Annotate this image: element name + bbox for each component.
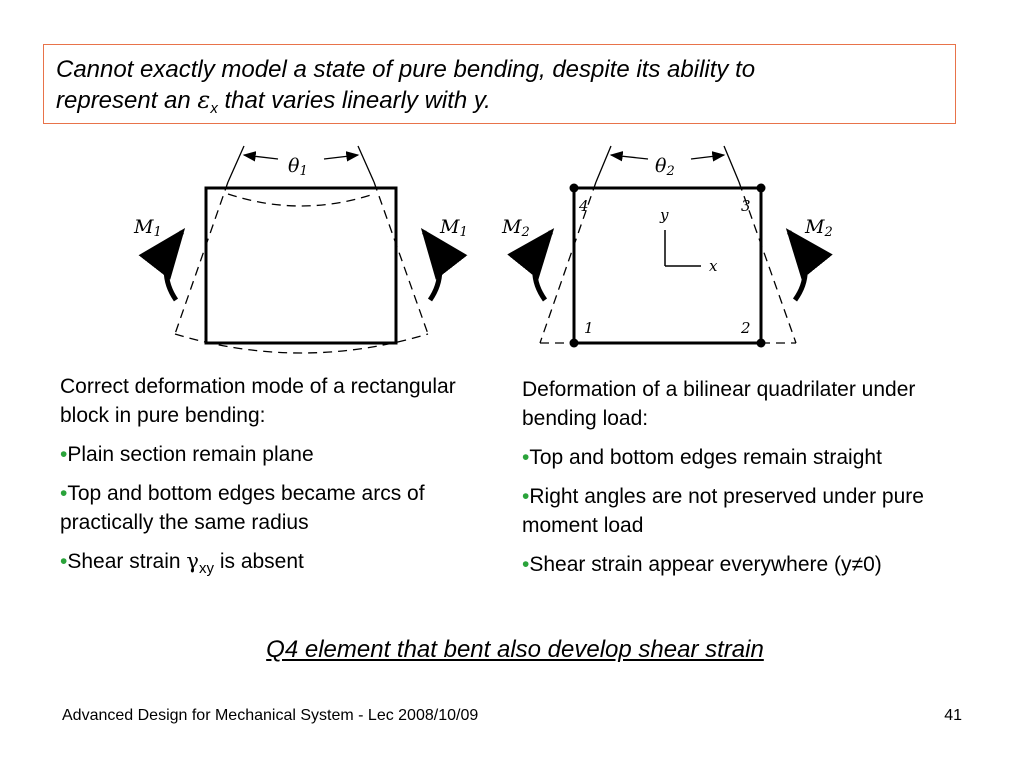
footer-course-title: Advanced Design for Mechanical System - Lec 2008/10/09 (62, 707, 479, 724)
undeformed-block (206, 188, 396, 343)
moment-2-right-label: M2 (805, 216, 833, 240)
bilinear-quad-figure (495, 140, 845, 370)
bullet-icon: • (522, 485, 530, 508)
deformed-top-arc (228, 194, 374, 206)
theta-1-arrow-left (244, 155, 278, 159)
node-label-1: 1 (584, 319, 594, 337)
callout-box (43, 44, 956, 124)
node-3-dot (757, 184, 766, 193)
left-bullet-3: •Shear strain $\gamma_{xy}$ is absent (60, 549, 304, 577)
node-2-dot (757, 339, 766, 348)
left-text-column (60, 372, 480, 593)
moment-2-right-arrow (789, 232, 805, 300)
bullet-icon: • (60, 482, 68, 505)
moment-2-left-arrow (535, 232, 551, 300)
node-label-3: 3 (741, 197, 751, 215)
bullet-icon: • (522, 446, 530, 469)
left-bullet-2: •Top and bottom edges became arcs of practically the same radius (60, 482, 425, 534)
deformed-left-side (175, 182, 228, 334)
gamma-symbol: γ (186, 549, 199, 573)
moment-1-left-label: M1 (134, 216, 162, 240)
bullet-icon: • (60, 550, 68, 573)
epsilon-symbol: ε (197, 86, 211, 114)
theta-1-label: θ1 (288, 155, 308, 179)
node-4-dot (570, 184, 579, 193)
moment-1-left-arrow (166, 232, 182, 300)
moment-1-right-label: M1 (440, 216, 468, 240)
bullet-icon: • (60, 443, 68, 466)
left-bullet-1: •Plain section remain plane (60, 443, 314, 466)
x-axis-label: x (709, 257, 718, 275)
slide-number: 41 (944, 707, 962, 724)
callout-line-1: Cannot exactly model a state of pure bending, despite its ability to (56, 56, 756, 83)
node-label-4: 4 (579, 197, 589, 215)
bullet-icon: • (522, 553, 530, 576)
theta-2-arrow-left (611, 155, 648, 159)
epsilon-subscript: x (210, 100, 218, 117)
pure-bending-figure (120, 140, 470, 370)
node-label-2: 2 (741, 319, 751, 337)
not-equal-symbol: ≠ (851, 553, 864, 576)
callout-text-post: that varies linearly with y. (217, 87, 491, 114)
moment-1-right-arrow (424, 232, 440, 300)
right-text-column (522, 375, 972, 589)
right-bullet-1: •Top and bottom edges remain straight (522, 446, 882, 469)
gamma-subscript: xy (198, 560, 214, 577)
theta-1-arrow-right (324, 155, 358, 159)
right-bullet-2: •Right angles are not preserved under pure moment load (522, 485, 924, 537)
moment-2-left-label: M2 (502, 216, 530, 240)
conclusion-statement: Q4 element that bent also develop shear strain (266, 636, 764, 663)
theta-2-arrow-right (691, 155, 724, 159)
node-1-dot (570, 339, 579, 348)
callout-line-2 (56, 85, 943, 124)
left-intro: Correct deformation mode of a rectangular block in pure bending: (60, 375, 456, 427)
y-axis-label: y (660, 206, 669, 224)
deformed-right-side (374, 182, 428, 334)
callout-text-pre: represent an (56, 87, 198, 114)
right-intro: Deformation of a bilinear quadrilater under bending load: (522, 378, 916, 430)
right-bullet-3: •Shear strain appear everywhere (y≠0) (522, 553, 882, 576)
theta-2-label: θ2 (655, 155, 675, 179)
